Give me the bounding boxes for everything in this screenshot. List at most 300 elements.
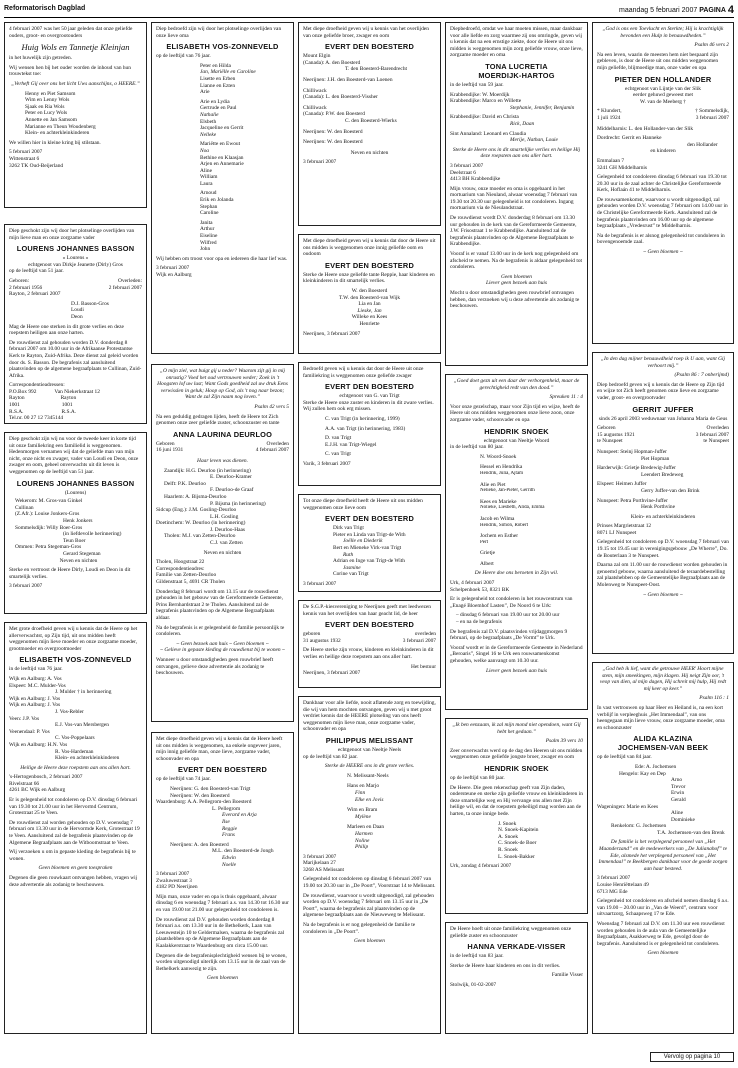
family-line: Nunspeet: Petra Porthvine-Juffer	[597, 497, 668, 504]
notice-text: Daarna zal om 11.00 uur de rouwdienst worden gehouden in genoemd gebouw, waarna aansluitend de teraardebestelling zal plaatshebben op de Gemeentelijke Begraafplaats aan de Molenweg te Nunspeet-Oost.	[597, 562, 728, 589]
died-label: overleden	[414, 631, 436, 638]
deceased-name: EVERT DEN BOESTERD	[324, 42, 414, 52]
corr-line: Gildenstraat 5, 4691 CR Tholen	[156, 579, 225, 586]
family-line: L.H. Gosling	[210, 513, 239, 520]
notice-text: Met diepe droefheid geven wij u kennis dat de Heere heeft uit ons midden is weggenomen, na enkele ongeveer jaren, mijn innig geliefde man, onze lieve, zorgzame vader, schoonvader en opa	[156, 736, 283, 762]
notice-date: 5 februari 2007	[9, 149, 43, 156]
notice-text: De rouwdienst, waarvoor u wordt uitgenodigd, zal gehouden worden op D.V. woensdag 7 februari om 13.15 uur in „De Poort”, waarna de begrafenis zal plaatsvinden op de algemene begraafplaats aan de Nieuweweg te Melissant.	[303, 892, 434, 919]
family-line: Elspeet: M.C. Mulder-Vos	[9, 682, 66, 689]
family-line: Hendrik, Julia, Ajtam	[480, 470, 524, 476]
notice-date: Neerijnen, 3 februari 2007	[303, 330, 361, 337]
family-line: Neerijnen: W. den Boesterd	[170, 792, 230, 799]
place-date: 's-Hertogenbosch, 2 februari 2007	[9, 774, 83, 781]
family-line: Nelleke	[200, 131, 217, 138]
family-line: Alie en Piet	[480, 481, 506, 488]
notice-text: op de leeftijd van 84 jaar.	[597, 754, 652, 761]
family-line: Elspeet: Heimen Juffer	[597, 481, 647, 488]
notice-text: Zeer onverwachts werd op de dag den Heeren uit ons midden weggenomen onze geliefde jongste broer, zwager en oom	[450, 747, 583, 761]
died-label: Overleden:	[118, 277, 142, 284]
family-line: Peter en Lucy Wols	[25, 110, 68, 117]
address-line: 4261 BC Wijk en Aalburg	[9, 787, 66, 794]
family-line: Jacob en Wilma	[480, 515, 515, 522]
address-line: 3268 AS Melissant	[303, 866, 345, 873]
family-line: Finn	[355, 789, 366, 796]
page-label: PAGINA	[699, 7, 726, 14]
family-line: Renkelom: G. Jochemsen	[611, 823, 667, 830]
dates-row	[597, 438, 729, 445]
notice-text: Mijn man, onze vader en opa is thuis opgebaard, alwaar dinsdag 6 en woensdag 7 februari a.s. van 14.30 tot 16.30 uur en van 19.00 tot 21.00 uur gelegenheid tot condoleren is.	[156, 893, 289, 914]
family-line: Corine van Trigt	[333, 571, 369, 578]
family-line: Stephanie, Jennifer, Benjamin	[510, 104, 575, 111]
corr-row	[9, 402, 142, 409]
family-line: Ede: A. Jochemsen	[635, 763, 677, 770]
notice-date: Varik, 3 februari 2007	[303, 460, 351, 467]
couple-names: Huig Wols en Tannetje Kleinjan	[21, 42, 130, 53]
family-line: C. van Trigt	[325, 451, 351, 458]
spouse-line: W. van de Meeberg †	[640, 98, 686, 105]
family-line: E.J. Vos-van Mersbergen	[55, 722, 109, 729]
verse-ref: Psalm 42 vers 5	[254, 403, 289, 410]
notice-text: Wij hebben om troost voor opa en iedereen die haar lief was.	[156, 255, 288, 262]
family-line: Marianne en Theun Woudenberg	[25, 123, 96, 130]
notice-den-boesterd-siblings	[298, 22, 441, 226]
family-list	[303, 416, 436, 458]
notice-text: Na de begrafenis is er nog gelegenheid de familie te condoleren in „De Poort”.	[303, 922, 416, 935]
spouse-line: sinds 26 april 2003 weduwnaar van Johanna Maria de Geus	[598, 415, 728, 422]
corr-line: Familie van Zetten-Deurloo	[156, 572, 217, 579]
closing-note: Geen bloemen	[207, 975, 238, 982]
notice-text: Gelegenheid tot condoleren en afscheid nemen dinsdag 6 a.s. van 19.00 – 20.00 uur in „Van de Weerd”, centrum voor uitvaartzorg, Schaapsweg 17 te Ede.	[597, 898, 729, 918]
verse: „O mijn ziel, wat buigt gij u neder? Waarom zijt gij in mij onrustig? Voed het oud vertrouwen weder; Zoek in 't Hoogsten lof uw lust; Want Gods goedheid zal uw druk Eens verwisslen in geluk; Hoop op God, als 't nog naar bezon; Want de zal Zijn naam nog loven.”	[157, 368, 288, 401]
notice-text: Er is gelegenheid tot condoleren in het rouwcentrum van „Enagé Bloemhof Lasten”, De Noord 6 te Urk:	[450, 596, 573, 609]
verse: Sterke de Heere ons in dit smartelijke verlies en heilige Hij deze roepstem aan ons aller hart.	[452, 146, 581, 160]
family-line: Bethine en Klaasjan	[200, 154, 244, 161]
closing-note: Liever geen bezoek aan huis	[485, 280, 548, 287]
family-line: Neerijnen: G. den Boesterd-van Trigt	[170, 785, 251, 792]
family-list	[450, 92, 583, 144]
family-line: Elsbeth	[200, 118, 217, 125]
family-line: Edwin	[222, 854, 236, 861]
family-line: Neerijnen: J.H. den Boesterd-van Loenen	[303, 76, 393, 83]
address-line: 4413 BH Krabbendijke	[450, 176, 501, 183]
family-line: Zaandijk: H.G. Deurloo (in herinnering)	[164, 467, 251, 474]
family-line: Chilliwack	[303, 87, 327, 94]
family-list	[156, 63, 289, 253]
family-list	[9, 676, 142, 762]
address-line: Emmalaan 7	[597, 157, 625, 164]
notice-text: Dankbaar voor alle liefde, nooit aflatende zorg en toewijding, die wij van hem mochten ontvangen, geven wij u met groot verdriet kennis dat de HEERE plotseling van ons heeft weggenomen mijn lieve man, onze zorgzame vader, schoonvader en opa	[303, 700, 436, 733]
family-line: William	[200, 174, 218, 181]
family-line: Ilse	[222, 818, 230, 825]
notice-text: Mijn vrouw, onze moeder en oma is opgebaard in het mortuarium van Nieuland, alwaar woensdag 7 februari van 19.30 tot 20.30 uur gelegenheid is tot condoleren. Ingang mortuarium via de Nieulandstraat.	[450, 185, 578, 212]
corr-cell: 1001	[61, 402, 73, 409]
died-date: 4 februari 2007	[255, 447, 289, 454]
family-line: Piet Hopman	[641, 455, 670, 462]
family-line: Sjaak en Ria Wols	[25, 103, 65, 110]
corr-cell: P.O.Box 992	[9, 388, 37, 395]
family-line: C. van Trigt (in herinnering, 1999)	[325, 415, 400, 422]
notice-basson-family	[4, 432, 147, 614]
family-line: Veen: J.P. Vos	[9, 715, 40, 722]
family-line: (Canada): L. den Boesterd-Vissher	[303, 94, 378, 101]
family-line: Waardenburg: A.A. Pellegrom-den Boesterd	[156, 799, 252, 806]
page-date: maandag 5 februari 2007	[619, 7, 698, 14]
notice-snoek-siblings	[445, 718, 588, 914]
corr-row	[9, 409, 142, 416]
notice-text: in de leeftijd van 76 jaar.	[9, 666, 63, 673]
family-line: Kees en Marieke	[480, 498, 517, 505]
family-line: Gertrude en Paul	[200, 105, 237, 112]
dates-row	[597, 432, 729, 439]
family-line: Klein- en achterkleinkinderen	[25, 130, 90, 137]
verse: Heilige de Heere deze roepstem aan ons allen hart.	[20, 764, 131, 771]
family-line: J. Deurloo-Haas	[210, 526, 246, 533]
verse-ref: Spreuken 11 : 4	[549, 394, 583, 401]
notice-text: Mocht u door omstandigheden geen rouwbrief ontvangen hebben, dan verzoeken wij u deze advertentie als zodanig te beschouwen.	[450, 290, 580, 310]
address-line: Wittenstraat 6	[9, 155, 40, 162]
family-list	[303, 288, 436, 328]
family-line: L. Pellegrom	[212, 805, 241, 812]
family-line: C. den Boesterd-Wierks	[345, 117, 397, 124]
notice-moerdijk-hartog	[445, 22, 588, 366]
closing-note: Geen bloemen	[647, 950, 679, 957]
verse-ref: Psalm 39 vers 10	[545, 738, 583, 745]
notice-text: Sterke de Heere onze zuster en kinderen in dit zware verlies. Wij zullen hem ook erg missen.	[303, 399, 434, 413]
family-line: A. Snoek	[498, 833, 519, 840]
family-list	[303, 525, 436, 578]
continued-on-page-link[interactable]	[650, 1052, 734, 1062]
family-line: Krabbendijke: Marco en Willette	[450, 98, 522, 105]
family-line: A.A. van Trigt (in herinnering, 1983)	[325, 425, 406, 432]
notice-den-boesterd-in-laws	[298, 362, 441, 486]
dates-row	[597, 425, 729, 432]
notice-date: 3 februari 2007	[156, 871, 190, 878]
family-line: Elke en Jovis	[355, 796, 384, 803]
notice-basson-wife	[4, 224, 147, 424]
family-line: Hengelo: Kay en Dep	[619, 770, 666, 777]
verse: „Verheft Gij over ons het licht Uws aanschijns, o HEERE.”	[11, 80, 140, 87]
closing-note: ~ Gelieve in gepaste kleding de rouwdienst bij te wonen ~	[160, 647, 285, 654]
family-line: Albert	[480, 560, 494, 567]
family-line: Arie	[200, 89, 210, 96]
dates-row	[303, 631, 436, 638]
family-line: Sidcup (Eng.): J.M. Gosling-Deurloo	[156, 507, 237, 514]
notice-text: De rouwsamenkomst, waarvoor u wordt uitgenodigd, zal gehouden worden D.V. woensdag 7 februari om 14.00 uur in de Christelijke Gereformeerde Kerk. Aansluitend zal de begrafenis plaatsvinden om 16.00 uur op de algemene begraafplaats „Vredesrust” te Middelharnis.	[597, 196, 728, 230]
died-date: 3 februari 2007	[695, 431, 729, 438]
family-line: Hans en Marjo	[347, 783, 380, 790]
family-line: Stephan	[200, 203, 218, 210]
family-list	[597, 449, 729, 520]
family-line: Haarlem: A. Bijsma-Deurloo	[164, 493, 227, 500]
family-line: Wageningen: Marie en Kees	[597, 803, 659, 810]
bullet-text: dinsdag 6 februari van 19.00 uur tot 20.00 uur	[460, 612, 560, 619]
address-line: Louise Henriëttelaan 49	[597, 882, 649, 889]
family-line: Neerijnen: W. den Boesterd	[303, 128, 363, 135]
notice-verkade-visser	[445, 922, 588, 1034]
nickname: (Lourens)	[64, 489, 87, 496]
family-line: Erik en Jolanda	[200, 197, 234, 204]
family-list	[156, 786, 289, 868]
family-line: (in liefdevolle herinnering)	[63, 531, 122, 538]
place-date: Rayton, 2 februari 2007	[9, 291, 61, 298]
notice-text: in de leeftijd van 80 jaar.	[450, 444, 504, 451]
notice-text: Na een leven, waarin de meesten hem niet bespaard zijn gebleven, is door de Heere uit ons midden weggenomen mijn geliefde, blijmoedige man, onze vader en opa	[597, 51, 719, 71]
verse: De familie is het verplegend personeel van „Het Maanderzand” en de medewerkers van „De Julianahof” te Ede, alsmede het verplegend personeel van „Het Immendaal” te Beekbergen dankbaar voor de goede zorgen aan haar besteed.	[598, 839, 728, 872]
family-line: Arnoud	[200, 190, 217, 197]
family-line: Arno	[671, 777, 683, 784]
notice-text: in het huwelijk zijn getreden.	[9, 55, 73, 62]
family-line: Noa	[200, 147, 209, 154]
family-line: Nelieke, Jan-Pieter, Gerrith	[480, 488, 535, 494]
notice-text: Met grote droefheid geven wij u kennis dat de Heere op het allerverwachtst, op Zijn tijd, uit ons midden heeft weggenomen mijn lieve moeder en onze zorgzame moeder, grootmoeder en overgrootmoeder	[9, 626, 138, 652]
family-line: Noelle	[222, 861, 237, 868]
family-line: Sint Annaland: Leonard en Claudia	[450, 130, 527, 137]
closing-note: Geen bloemen en geen toespraken	[38, 865, 113, 872]
notice-text: Met diepe droefheid geven wij u kennis dat door de Heere uit ons midden is weggenomen onze innig geliefde oom en oudoom	[303, 238, 436, 258]
family-line: Hendrik, Simon, Robert	[480, 522, 529, 528]
died-date: 3 februari 2007	[695, 114, 729, 121]
notice-date: 3 februari 2007	[156, 265, 190, 272]
notice-text: Voor onze gezelschap, maar voor Zijn tijd en wijze, heeft de Heere uit ons midden weggenomen onze lieve zoon, onze zorgzame vader, schoonvader en opa	[450, 403, 580, 423]
family-line: Henny en Piet Samsom	[25, 90, 76, 97]
place-date: Urk, zondag 4 februari 2007	[450, 863, 512, 870]
notice-text: Er is gelegenheid tot condoleren op D.V. dinsdag 6 februari van 19.30 tot 21.00 uur in het Hervormd Centrum, Grotestraat 25 te Veen.	[9, 797, 138, 817]
verse-ref: Psalm 46 vers 2	[694, 42, 729, 49]
family-list	[303, 773, 436, 851]
address-line: 4182 PD Neerijnen	[156, 884, 198, 891]
spouse-line: echtgenoot van Lijntje van der Slik	[625, 85, 701, 92]
family-line: Arie en Lydia	[200, 98, 230, 105]
family-line: Peter en Hilda	[200, 62, 231, 69]
family-line: Sommelsdijk: Willy Boer-Gros	[15, 524, 83, 531]
family-line: Merije, Nathan, Louie	[510, 137, 558, 144]
family-list	[156, 468, 289, 557]
family-line: R. Vos-Hardeman	[55, 748, 94, 755]
family-line: C. Vos-Poppelaars	[55, 735, 95, 742]
page-number: 4	[727, 4, 734, 16]
born-label: * Klundert,	[597, 108, 622, 115]
notice-den-boesterd-nephews	[298, 234, 441, 354]
family-line: Doetinchem: W. Deurloo (in herinnering)	[156, 520, 246, 527]
family-line: T. den Boesterd-Barendrecht	[345, 66, 408, 73]
family-line: Klein- en achterkleinkinderen	[55, 755, 120, 762]
verse: „In den dag mijner benauwdheid roep ik U aan, want Gij verhoort mij.”	[601, 356, 725, 369]
family-line: N. Melissant-Neels	[347, 772, 389, 779]
deceased-surname: JOCHEMSEN-VAN BEEK	[617, 743, 709, 753]
family-line: Lisette en Erben	[200, 75, 236, 82]
died-label: † Sommelsdijk,	[695, 108, 729, 115]
notice-text: op de leeftijd van 76 jaar.	[156, 53, 211, 60]
signature: Het bestuur	[410, 663, 436, 670]
closing-note: ~ Geen bezoek aan huis ~ Geen bloemen ~	[176, 640, 269, 647]
notice-text: De Heere hoeft uit onze familiekring weggenomen onze geliefde zuster en schoonzuster	[450, 926, 572, 939]
corr-label: Correspondentieadressen:	[9, 382, 65, 389]
family-line: Teun Boer	[63, 537, 86, 544]
deceased-name: ELISABETH VOS-ZONNEVELD	[19, 655, 132, 665]
family-line: N. Woord-Snoek	[480, 453, 517, 460]
notice-date: 3 februari 2007	[9, 583, 43, 590]
notice-text: Met diepe droefheid geven wij u kennis van het overlijden van onze geliefde broer, zwager en oom	[303, 26, 429, 39]
address-line: Schelpenhoek 53, 8321 BK	[450, 586, 510, 593]
closing-note: ~ Geen bloemen ~	[643, 249, 683, 256]
family-line: Veenendaal: P. Vos	[9, 728, 50, 735]
family-line: Wim en Lenny Wols	[25, 97, 70, 104]
family-line: Dirk van Trigt	[333, 525, 364, 532]
family-line: Jochem en Esther	[480, 533, 519, 540]
family-line: Annette en Jan Samsom	[25, 116, 77, 123]
died-date: 3 februari 2007	[402, 637, 436, 644]
born-date: 31 augustus 1932	[303, 637, 341, 644]
notice-date: 3 februari 2007	[303, 853, 337, 860]
notice-text: Na de begrafenis is er gelegenheid de familie persoonlijk te condoleren.	[156, 624, 285, 638]
family-list	[450, 821, 583, 861]
family-line: Deon	[71, 313, 83, 320]
notice-sgp-kiesvereniging	[298, 600, 441, 688]
family-line: Jan, Mariëlle en Caroline	[200, 69, 256, 76]
family-list	[597, 135, 729, 155]
family-line: Caroline	[200, 210, 219, 217]
corr-row	[9, 395, 142, 402]
family-line: C.J. van Zetten	[210, 540, 243, 547]
family-line: Wijk en Aalburg: H.N. Vos	[9, 741, 68, 748]
notice-den-boesterd-niece	[298, 494, 441, 592]
deceased-name: TONA LUCRETIA	[485, 61, 548, 71]
notice-text: Woensdag 7 februari zal D.V. om 11.30 uur een rouwdienst worden gehouden in de aula van de Gemeentelijke Begraafplaats, Asakkerweg te Ede, gevolgd door de begrafenis. Aansluitend is er gelegenheid tot condoleren.	[597, 921, 725, 947]
notice-text: Sterke de Heere haar kinderen en ons in dit verlies.	[450, 962, 561, 969]
notice-text: Gelegenheid tot condoleren dinsdag 6 februari van 19.30 tot 20.30 uur in de zaal achter de Christelijke Gereformeerde Kerk, Hoflaán 41 te Middelharnis.	[597, 174, 727, 194]
family-line: Pert	[480, 539, 489, 545]
notice-deurloo	[151, 364, 294, 722]
notice-text: De Heere sterke zijn vrouw, kinderen en kleinkinderen in dit verlies en heilige deze roepstem aan ons aller hart.	[303, 647, 434, 660]
family-line: Gerard Stegeman	[63, 550, 101, 557]
verse: „God is ons een Toevlucht en Sterkte; Hij is krachtiglijk bevonden een Hulp in benauwdheden.”	[602, 26, 724, 39]
family-line: Neven en nichten	[59, 557, 98, 564]
family-line: Harmen	[355, 830, 373, 837]
notice-text: in de leeftijd van 59 jaar.	[450, 81, 504, 88]
closing-note: Geen bloemen	[354, 938, 385, 945]
deceased-name: EVERT DEN BOESTERD	[324, 260, 414, 270]
deceased-name: PHILIPPUS MELISSANT	[325, 735, 414, 745]
family-line: Rick, Daan	[510, 120, 535, 127]
family-line: Wijk en Aalburg: J. Vos	[9, 702, 61, 709]
deceased-name: PIETER DEN HOLLANDER	[614, 74, 712, 84]
born-label: geboren	[303, 631, 321, 638]
notice-text: op de leeftijd van 51 jaar.	[9, 268, 64, 275]
family-line: Lieske, Jan	[357, 307, 382, 314]
dates-row	[597, 108, 729, 115]
family-line: Henriette	[359, 320, 380, 327]
page-header	[4, 4, 734, 18]
notice-juffer	[592, 352, 734, 654]
family-line: Janita	[200, 219, 213, 226]
family-line: Nolieke, Liesbeth, Alida, Emma	[480, 505, 545, 511]
family-line: Adrian en Inge van Trigt-de With	[333, 558, 405, 565]
family-line: Mount Elgin	[303, 53, 331, 60]
deceased-name: ANNA LAURINA DEURLOO	[172, 429, 273, 439]
family-line: Dominieke	[671, 816, 695, 823]
family-line: Trevor	[671, 783, 686, 790]
subtitle: Haar leven was dienen.	[197, 457, 248, 464]
family-line: Lianne en Ezten	[200, 82, 236, 89]
address-line: Prinses Margrietstraat 12	[597, 523, 652, 530]
born-label: Geboren	[597, 425, 616, 432]
notice-text: De rouwdienst zal gehouden worden D.V. donderdag 8 februari 2007 om 10.00 uur in de Afrikaanse Protestantse Kerk te Rayton, Zuid-Afrika. Deze dienst zal geleid worden door ds. S. Basson. De begrafenis zal aansluitend plaatsvinden op de algemene begraafplaats te Cullinan, Zuid-Afrika.	[9, 339, 142, 379]
family-line: Reggie	[222, 825, 237, 832]
header-rule	[4, 17, 734, 18]
family-line: Arthur	[200, 226, 215, 233]
page-date-info	[619, 4, 734, 16]
family-line: (Canada): A. den Boesterd	[303, 59, 361, 66]
spouse-line: eerder gehuwd geweest met	[632, 92, 694, 99]
corr-cell: 1001	[9, 402, 20, 409]
family-line: Wim en Bram	[347, 807, 378, 814]
family-line: Cullinan	[15, 504, 34, 511]
notice-text: Na de begrafenis is er alsnog gelegenheid tot condoleren in bovengenoemde zaal.	[597, 232, 725, 246]
family-list	[9, 91, 142, 137]
notice-date: 3 februari 2007	[303, 159, 337, 166]
family-line: Hessel en Hendrika	[480, 464, 523, 471]
family-line: E. Deurloo-Kramer	[210, 474, 252, 481]
family-line: Lia en Jan	[358, 301, 381, 308]
notice-text: op de leeftijd van 74 jaar.	[156, 776, 211, 783]
family-line: Bert en Mieneke Virk-van Trigt	[333, 544, 402, 551]
dates-row	[156, 447, 289, 454]
family-line: L. Snoek-Bakker	[498, 853, 535, 860]
family-line: D. van Trigt	[325, 435, 352, 442]
corr-cell: Van Niekerkstraat 12	[54, 388, 100, 395]
dates-row	[303, 638, 436, 645]
family-line: Mariëtte en Ewout	[200, 141, 241, 148]
family-line: C. Snoek-de Boer	[498, 840, 537, 847]
notice-den-boesterd-wife	[151, 732, 294, 1034]
family-list	[450, 454, 583, 568]
family-line: Neven en nichten	[350, 149, 389, 156]
family-line: Krabbendijke: W. Moerdijk	[450, 91, 510, 98]
notice-text: Sterke de Heere onze geliefde tante Reppie, haar kinderen en kleinkinderen in dit smartelijk verlies.	[303, 271, 435, 285]
family-line: Neerijnen: W. den Boesterd	[303, 139, 363, 146]
verse-ref: (Psalm 86 : 7 onberijmd)	[674, 372, 729, 379]
corr-label: Correspondentieadres:	[156, 565, 205, 572]
deceased-name: ELISABETH VOS-ZONNEVELD	[166, 42, 279, 52]
family-line: Gerry Juffer-van den Brink	[641, 487, 700, 494]
notice-text: op de leeftijd van 82 jaar.	[303, 753, 358, 760]
family-line: Erwin	[671, 790, 685, 797]
family-line: Noline	[355, 837, 370, 844]
notice-text: Vooraf wordt er in de Gereformeerde Gemeente in Nederland „Beroaris”, Singel 16 te Urk een rouwsamenkomst gehouden, welke aanvangt om 10.30 uur.	[450, 644, 583, 664]
notice-text: in de leeftijd van 83 jaar.	[450, 953, 504, 960]
family-line: en kinderen	[650, 148, 676, 155]
closing-note: Liever geen bezoek aan huis	[485, 667, 548, 674]
family-line: Wijk en Aalburg: J. Vos	[9, 695, 61, 702]
closing-note: ~ Geen bloemen ~	[643, 591, 683, 598]
notice-text: Vooraf is er vanaf 13.00 uur in de kerk nog gelegenheid om afscheid te nemen. Na de begrafenis is aldaar gelegenheid tot condoleren.	[450, 251, 583, 271]
notice-text: In vast vertrouwen op haar Heer en Heiland is, na een kort verblijf in verpleeghuis „Het Immendaal”, van ons heengegaan mijn lieve vrouw, onze zorgzame moeder, oma en schoonzuster	[597, 704, 725, 731]
family-line: Mylène	[355, 813, 371, 820]
notice-vos-zonneveld-children	[4, 622, 147, 1034]
notice-text: De rouwdienst zal D.V. gehouden worden donderdag 8 februari a.s. om 13.30 uur in de Bethelkerk, Laan van Leeuwesteijn 10 te Geldermalsen, waarna de begrafenis zal plaatshebben op de Algemene Begraafplaats aan de Kaalakkerstraat te Waardenburg om circa 15.00 uur.	[156, 916, 285, 950]
corr-cell: R.S.A.	[9, 408, 24, 415]
notice-text: 4 februari 2007 was het 50 jaar geleden dat onze geliefde ouders, groot- en overgrootouders	[9, 26, 133, 39]
family-line: Nunspeet: Steinj Hopman-Juffer	[597, 448, 667, 455]
family-line: Everard en Arja	[222, 812, 257, 819]
family-line: Aline	[200, 167, 212, 174]
notice-place: Wijk en Aalburg	[156, 272, 192, 278]
verse: „Goed doet gezn uit een daar der verborgenheid, maar de gerechtigheid redt van den dood.”	[453, 378, 580, 391]
family-line: Wijk en Aalburg: A. Vos	[9, 675, 62, 682]
notice-snoek-wife	[445, 374, 588, 710]
notice-text: Gelegenheid tot condoleren op dinsdag 6 februari 2007 van 19.00 tot 20.30 uur in „De Poort”, Voorstraat 14 te Melissant.	[303, 876, 436, 890]
deceased-name: ALIDA KLAZINA	[633, 734, 693, 744]
